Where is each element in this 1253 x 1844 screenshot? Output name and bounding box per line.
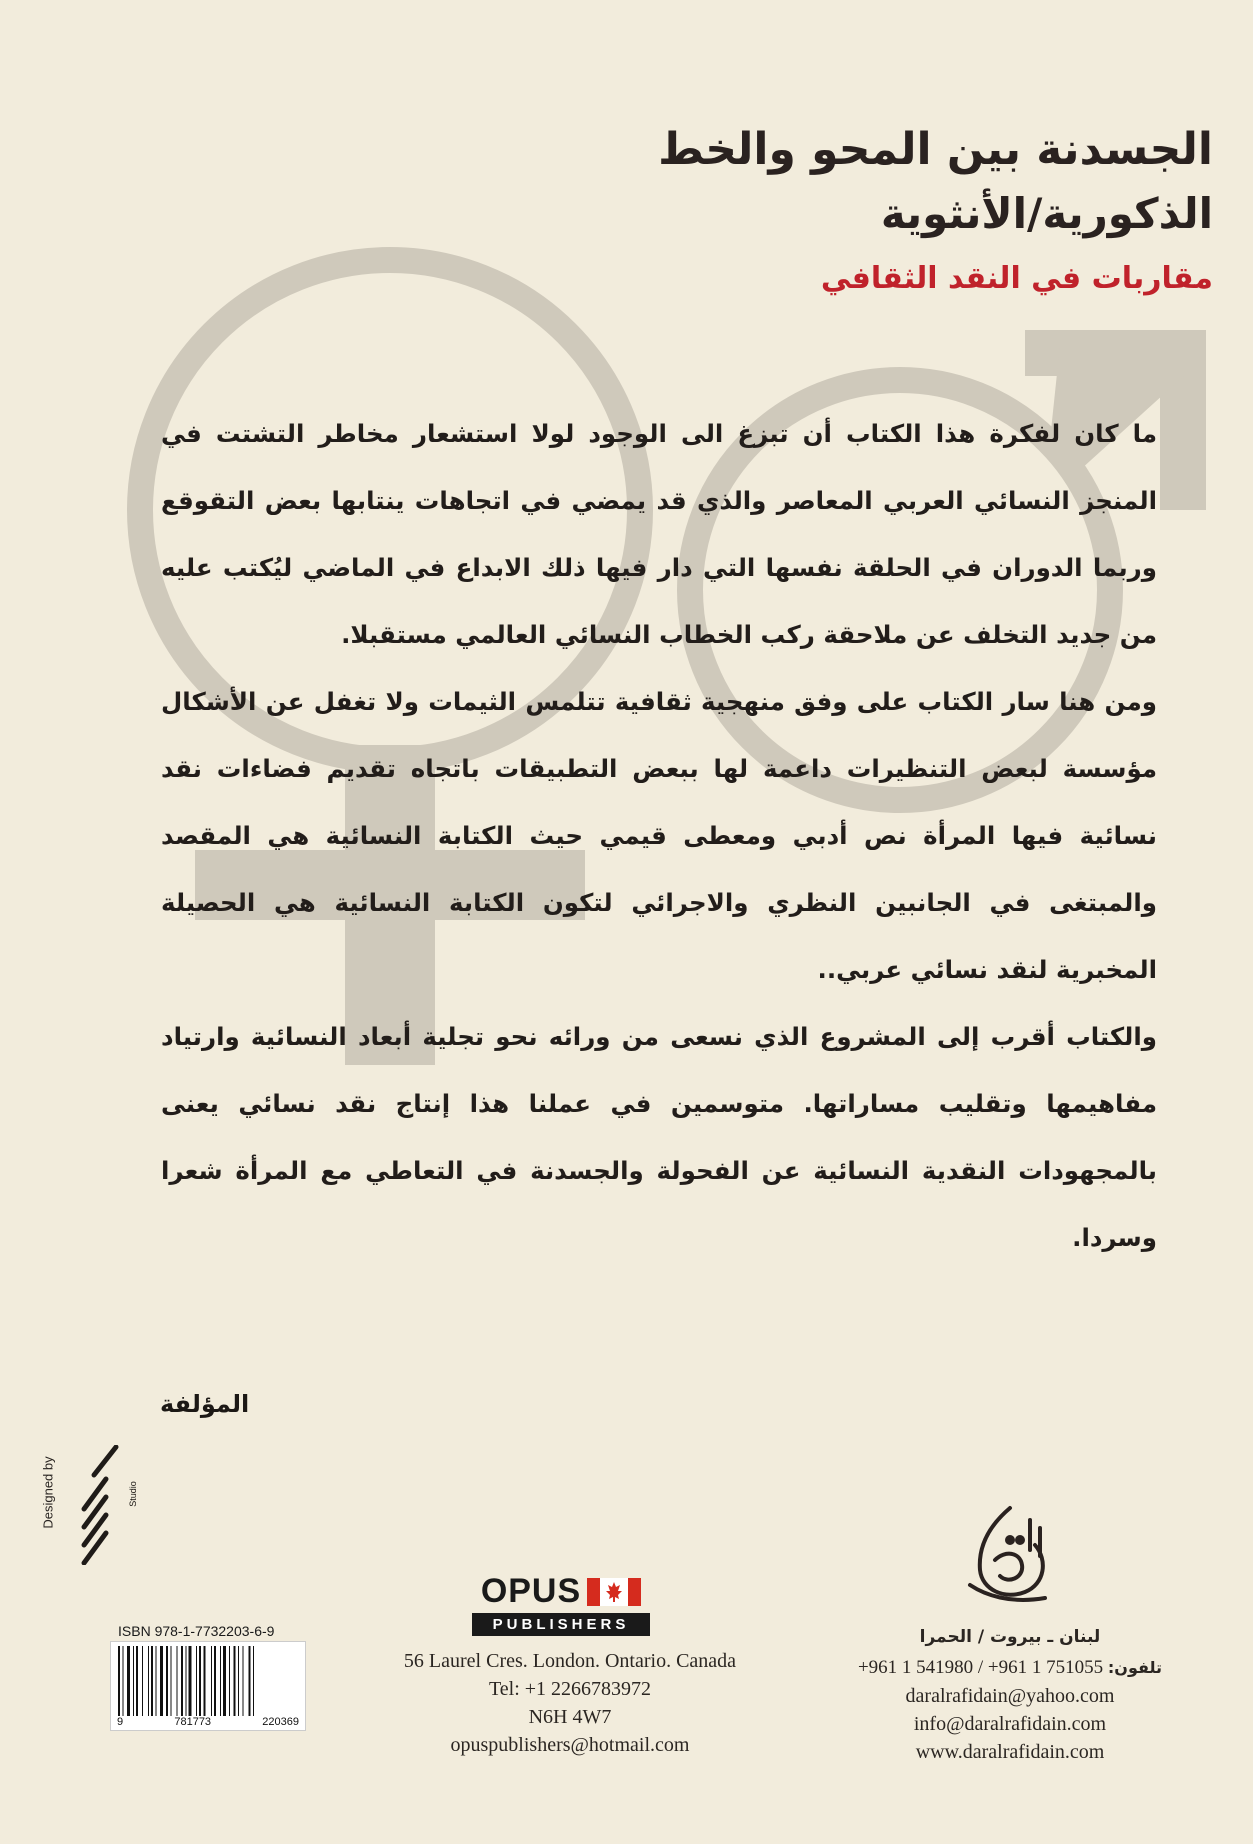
barcode-bar: [196, 1646, 197, 1716]
barcode-digit-left: 781773: [174, 1716, 212, 1728]
opus-tagline: PUBLISHERS: [472, 1613, 650, 1636]
designer-logo-icon: [76, 1445, 126, 1565]
blurb-paragraph-1: ما كان لفكرة هذا الكتاب أن تبزغ الى الوجود لولا استشعار مخاطر التشتت في المنجز النسائي العربي المعاصر والذي قد يمضي في اتجاهات ينتابها بعض التقوقع وربما الدوران في الحلقة نفسها التي دار فيها ذلك الابداع في الماضي ليُكتب عليه من جديد التخلف عن ملاحقة ركب الخطاب النسائي العالمي مستقبلا.: [161, 419, 1157, 649]
rafidain-calligraphy-logo-icon: [950, 1500, 1070, 1610]
opus-postal-code: N6H 4W7: [528, 1706, 612, 1728]
barcode-bar: [204, 1646, 206, 1716]
barcode-bar: [229, 1646, 230, 1716]
barcode-bar: [160, 1646, 163, 1716]
barcode-bar: [171, 1646, 172, 1716]
opus-address-block: [360, 1647, 780, 1759]
rafidain-email: daralrafidain@yahoo.com: [905, 1685, 1115, 1707]
barcode-bar: [189, 1646, 192, 1716]
book-tagline: مقاربات في النقد الثقافي: [820, 261, 1213, 296]
designer-studio-label: Studio: [127, 1481, 138, 1507]
barcode-bar: [181, 1646, 183, 1716]
opus-publishers-logo: [472, 1572, 650, 1636]
rafidain-email-info: info@daralrafidain.com: [913, 1713, 1107, 1735]
isbn-barcode: [110, 1623, 306, 1731]
barcode-bar: [223, 1646, 226, 1716]
barcode-bar: [123, 1646, 124, 1716]
barcode-bar: [199, 1646, 201, 1716]
barcode-bar: [166, 1646, 168, 1716]
isbn-number: ISBN 978-1-7732203-6-9: [118, 1623, 275, 1639]
barcode-bar: [249, 1646, 251, 1716]
barcode-bar: [177, 1646, 178, 1716]
opus-wordmark: OPUS: [480, 1572, 582, 1610]
barcode-bar: [133, 1646, 134, 1716]
rafidain-phone-line: [800, 1654, 1220, 1682]
blurb-text: [161, 400, 1157, 1271]
title-block: [313, 118, 1213, 308]
designer-label: Designed by: [40, 1456, 56, 1529]
opus-logo-top: [472, 1572, 650, 1611]
barcode-bar: [136, 1646, 138, 1716]
barcode-bar: [186, 1646, 187, 1716]
barcode-bar: [234, 1646, 236, 1716]
barcode-bar: [151, 1646, 153, 1716]
blurb-paragraph-3: والكتاب أقرب إلى المشروع الذي نسعى من ورائه نحو تجلية أبعاد النسائية وارتياد مفاهيمها وتقليب مساراتها. متوسمين في عملنا هذا إنتاج نقد نسائي يعنى بالمجهودات النقدية النسائية عن الفحولة والجسدنة في التعاطي مع المرأة شعرا وسردا.: [161, 1022, 1157, 1252]
barcode-box: [110, 1641, 306, 1731]
barcode-bar: [220, 1646, 221, 1716]
barcode-bars: [117, 1646, 299, 1716]
rafidain-contact-block: [800, 1620, 1220, 1766]
barcode-bar: [211, 1646, 212, 1716]
opus-email: opuspublishers@hotmail.com: [450, 1734, 690, 1756]
rafidain-website: www.daralrafidain.com: [915, 1741, 1105, 1763]
canada-flag-icon: [587, 1578, 641, 1606]
rafidain-phone-label: تلفون:: [1107, 1658, 1163, 1677]
barcode-bar: [127, 1646, 130, 1716]
barcode-bar: [253, 1646, 254, 1716]
barcode-bar: [118, 1646, 120, 1716]
barcode-bar: [214, 1646, 216, 1716]
barcode-digits: [117, 1716, 299, 1728]
opus-telephone: Tel: +1 2266783972: [488, 1678, 652, 1700]
blurb-paragraph-2: ومن هنا سار الكتاب على وفق منهجية ثقافية تتلمس الثيمات ولا تغفل عن الأشكال مؤسسة لبعض التنظيرات داعمة لها ببعض التطبيقات باتجاه تقديم فضاءات نقد نسائية فيها المرأة نص أدبي ومعطى قيمي حيث الكتابة النسائية هي المقصد والمبتغى في الجانبين النظري والاجرائي لتكون الكتابة النسائية هي الحصيلة المخبرية لنقد نسائي عربي..: [161, 687, 1157, 984]
opus-street-address: 56 Laurel Cres. London. Ontario. Canada: [403, 1650, 737, 1672]
barcode-digit-right: 220369: [262, 1716, 299, 1728]
book-subtitle: الذكورية/الأنثوية: [880, 189, 1213, 238]
barcode-bar: [156, 1646, 157, 1716]
barcode-bar: [243, 1646, 244, 1716]
author-signature: المؤلفة: [160, 1390, 250, 1418]
barcode-bar: [142, 1646, 143, 1716]
designer-credit: [40, 1435, 138, 1595]
rafidain-location: لبنان ـ بيروت / الحمرا: [919, 1627, 1101, 1647]
book-title: الجسدنة بين المحو والخط: [658, 124, 1213, 175]
barcode-bar: [148, 1646, 149, 1716]
barcode-digit-prefix: 9: [117, 1716, 124, 1728]
rafidain-phone-numbers: +961 1 541980 / +961 1 751055: [857, 1657, 1104, 1678]
barcode-bar: [238, 1646, 239, 1716]
